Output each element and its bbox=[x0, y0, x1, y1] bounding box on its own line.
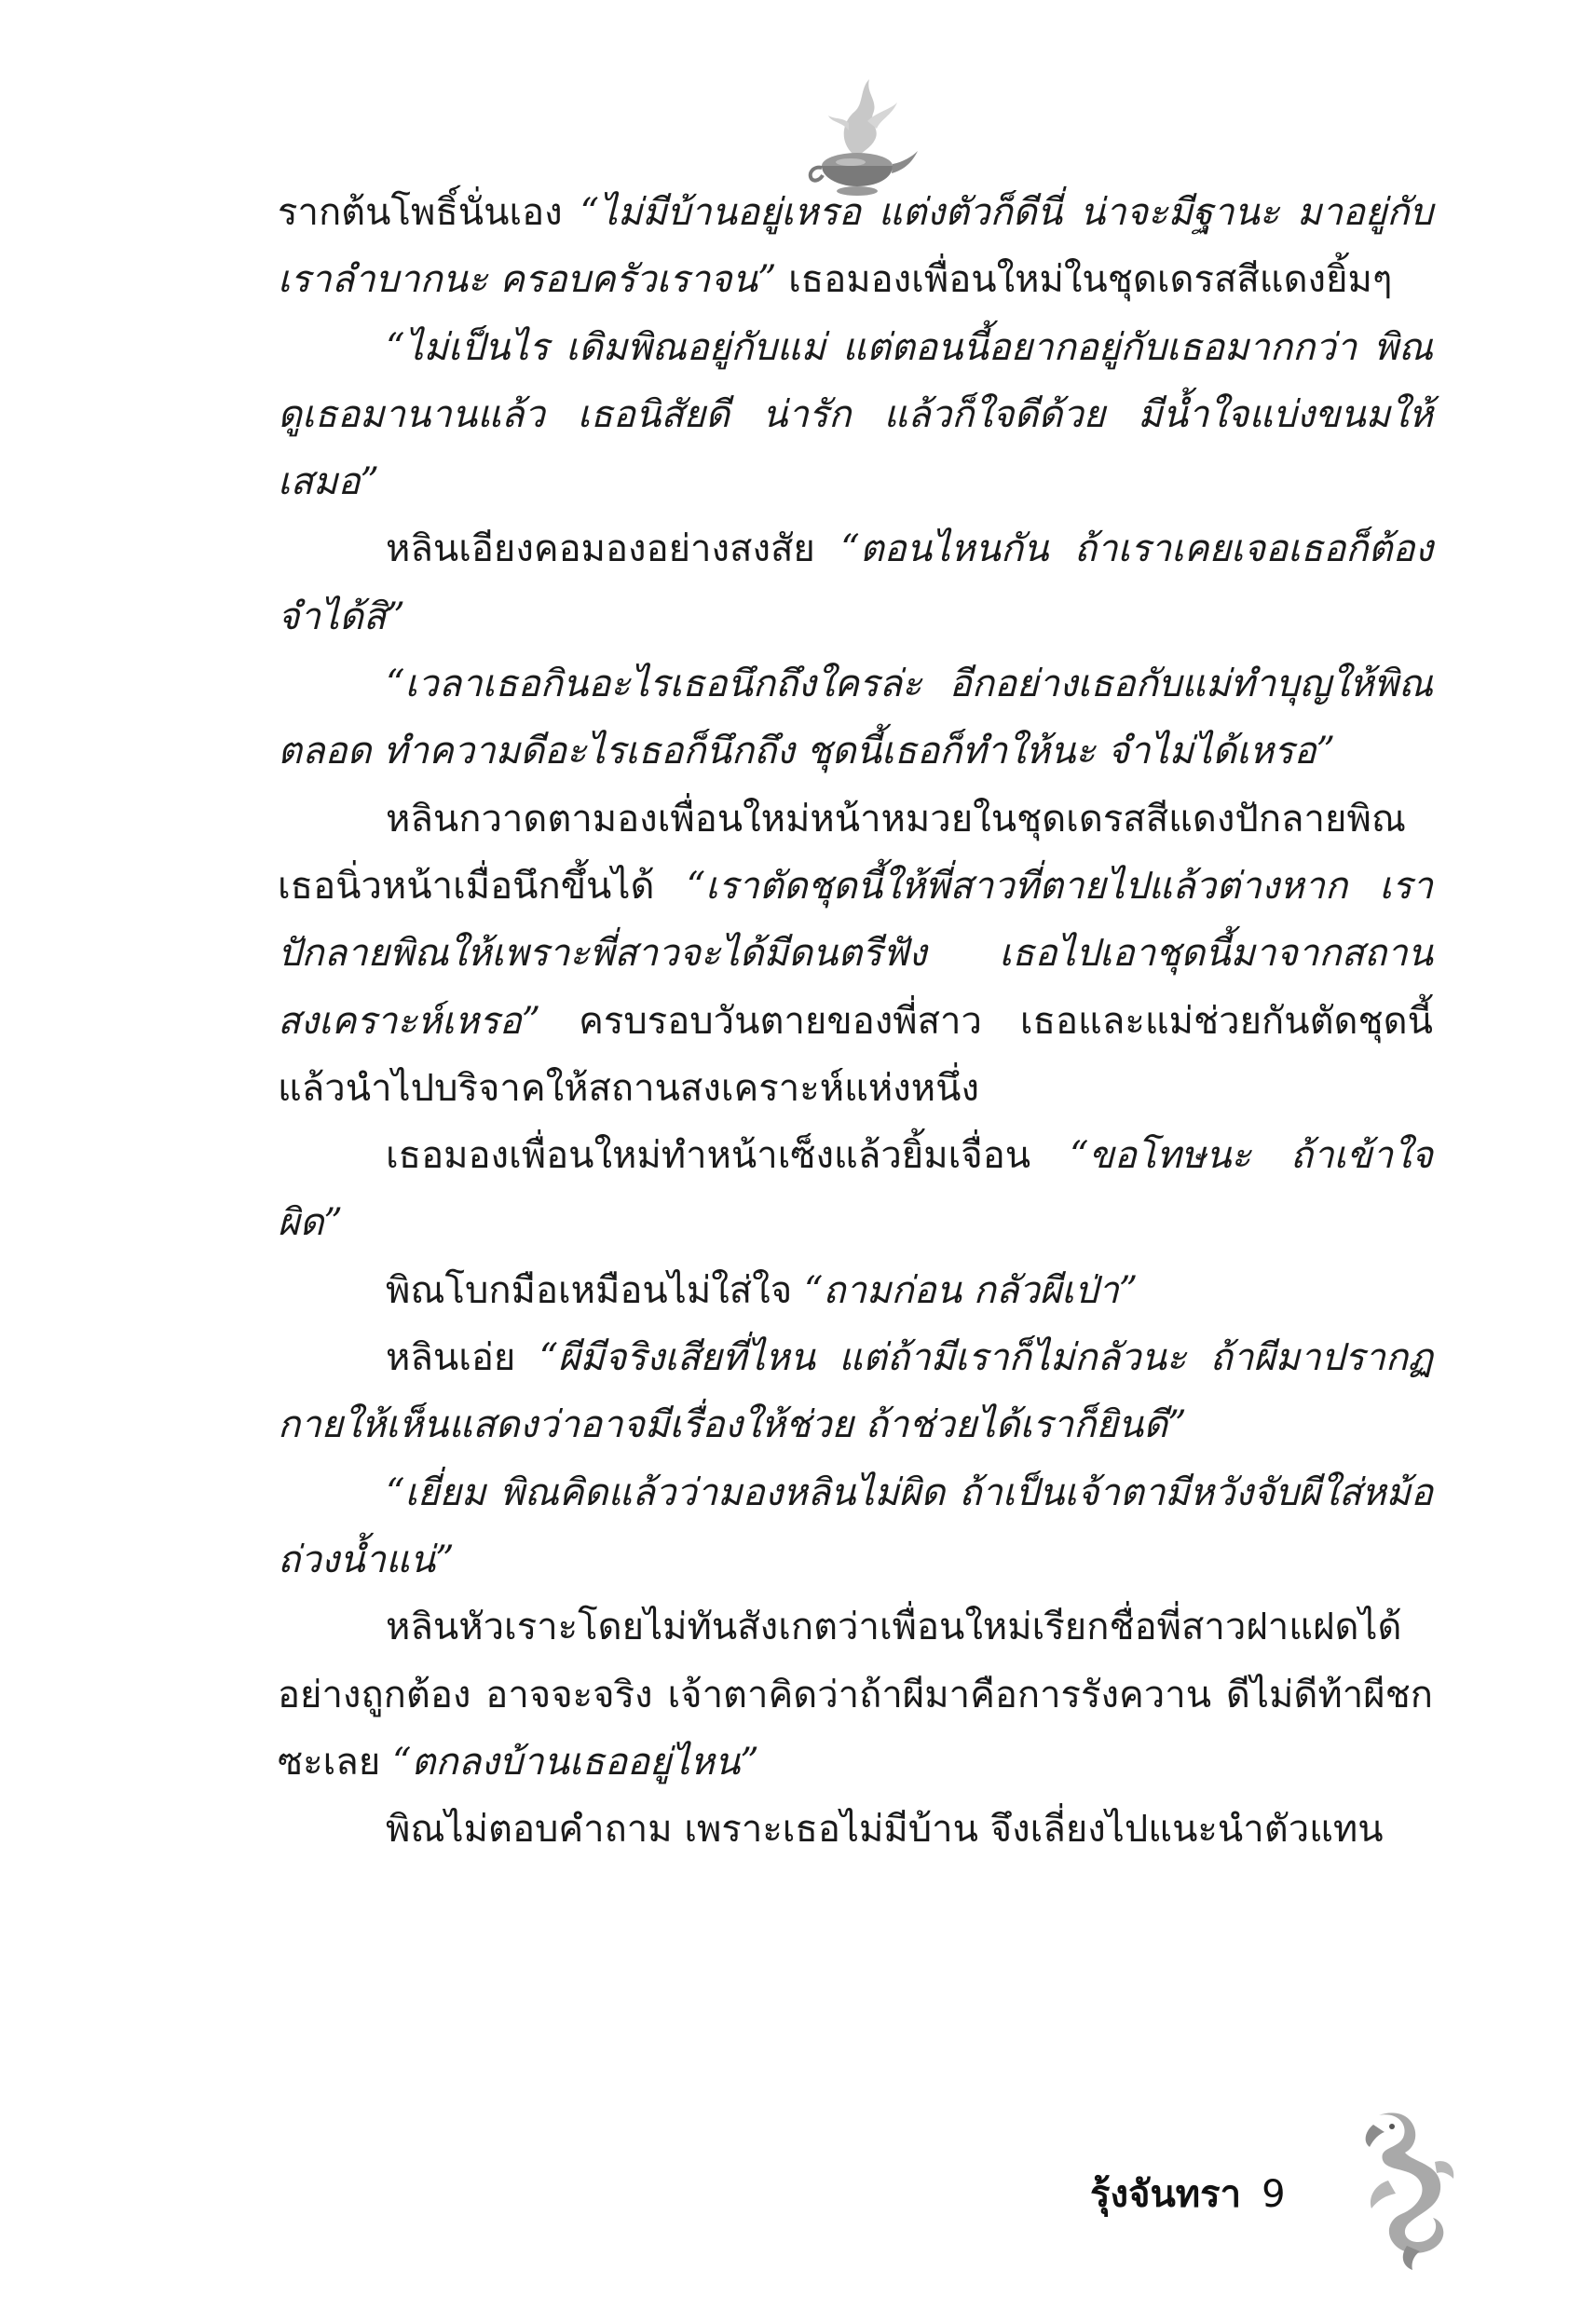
paragraph bbox=[278, 1459, 1433, 1594]
paragraph bbox=[278, 650, 1433, 786]
page-number: 9 bbox=[1262, 2173, 1286, 2216]
paragraph bbox=[278, 786, 1433, 1122]
story-body-text bbox=[278, 179, 1433, 1863]
narration-text: หลินหัวเราะโดยไม่ทันสังเกตว่าเพื่อนใหม่เรียกชื่อพี่สาวฝาแฝดได้อย่างถูกต้อง อาจจะจริง เจ้าตาคิดว่าถ้าผีมาคือการรังควาน ดีไม่ดีท้าผีชกซะเลย bbox=[278, 1606, 1433, 1784]
narration-text: ครบรอบวันตายของพี่สาว เธอและแม่ช่วยกันตัดชุดนี้แล้วนำไปบริจาคให้สถานสงเคราะห์แห่งหนึ่ง bbox=[278, 999, 1433, 1110]
paragraph bbox=[278, 1122, 1433, 1257]
dragon-icon bbox=[1351, 2106, 1463, 2274]
dialogue-text: “ถามก่อน กลัวผีเป่า” bbox=[803, 1268, 1139, 1312]
dialogue-text: “ตอนไหนกัน ถ้าเราเคยเจอเธอก็ต้องจำได้สิ” bbox=[278, 527, 1433, 638]
paragraph bbox=[278, 314, 1433, 516]
page-footer bbox=[1090, 2164, 1351, 2220]
narration-text: พิณไม่ตอบคำถาม เพราะเธอไม่มีบ้าน จึงเลี่ยงไปแนะนำตัวแทน bbox=[386, 1808, 1384, 1852]
dialogue-text: “ตกลงบ้านเธออยู่ไหน” bbox=[391, 1740, 759, 1784]
paragraph bbox=[278, 515, 1433, 650]
narration-text: พิณโบกมือเหมือนไม่ใส่ใจ bbox=[386, 1268, 804, 1312]
paragraph bbox=[278, 1796, 1433, 1863]
dialogue-text: “ไม่เป็นไร เดิมพิณอยู่กับแม่ แต่ตอนนี้อยากอยู่กับเธอมากกว่า พิณดูเธอมานานแล้ว เธอนิสัยดี น่ารัก แล้วก็ใจดีด้วย มีน้ำใจแบ่งขนมให้เสมอ” bbox=[278, 325, 1433, 504]
paragraph bbox=[278, 179, 1433, 314]
narration-text: รากต้นโพธิ์นั่นเอง bbox=[278, 191, 580, 234]
narration-text: เธอมองเพื่อนใหม่ในชุดเดรสสีแดงยิ้มๆ bbox=[776, 258, 1393, 302]
narration-text: หลินเอ่ย bbox=[386, 1336, 539, 1380]
narration-text: เธอมองเพื่อนใหม่ทำหน้าเซ็งแล้วยิ้มเจื่อน bbox=[386, 1134, 1071, 1178]
paragraph bbox=[278, 1324, 1433, 1459]
narration-text: หลินกวาดตามองเพื่อนใหม่หน้าหมวยในชุดเดรสสีแดงปักลายพิณ เธอนิ่วหน้าเมื่อนึกขึ้นได้ bbox=[278, 797, 1406, 908]
dialogue-text: “เราตัดชุดนี้ให้พี่สาวที่ตายไปแล้วต่างหาก เราปักลายพิณให้เพราะพี่สาวจะได้มีดนตรีฟัง เธอไปเอาชุดนี้มาจากสถานสงเคราะห์เหรอ” bbox=[278, 864, 1433, 1043]
dialogue-text: “ผีมีจริงเสียที่ไหน แต่ถ้ามีเราก็ไม่กลัวนะ ถ้าผีมาปรากฏกายให้เห็นแสดงว่าอาจมีเรื่องให้ช่วย ถ้าช่วยได้เราก็ยินดี” bbox=[278, 1336, 1433, 1447]
paragraph bbox=[278, 1593, 1433, 1796]
dialogue-text: “เวลาเธอกินอะไรเธอนึกถึงใครล่ะ อีกอย่างเธอกับแม่ทำบุญให้พิณตลอด ทำความดีอะไรเธอก็นึกถึง ชุดนี้เธอก็ทำให้นะ จำไม่ได้เหรอ” bbox=[278, 663, 1433, 773]
dialogue-text: “ไม่มีบ้านอยู่เหรอ แต่งตัวก็ดีนี่ น่าจะมีฐานะ มาอยู่กับเราลำบากนะ ครอบครัวเราจน” bbox=[278, 191, 1433, 302]
dialogue-text: “ขอโทษนะ ถ้าเข้าใจผิด” bbox=[278, 1134, 1433, 1245]
book-title: รุ้งจันทรา bbox=[1090, 2173, 1242, 2216]
narration-text: หลินเอียงคอมองอย่างสงสัย bbox=[386, 527, 841, 571]
paragraph bbox=[278, 1257, 1433, 1324]
dialogue-text: “เยี่ยม พิณคิดแล้วว่ามองหลินไม่ผิด ถ้าเป็นเจ้าตามีหวังจับผีใส่หม้อถ่วงน้ำแน่” bbox=[278, 1470, 1433, 1581]
